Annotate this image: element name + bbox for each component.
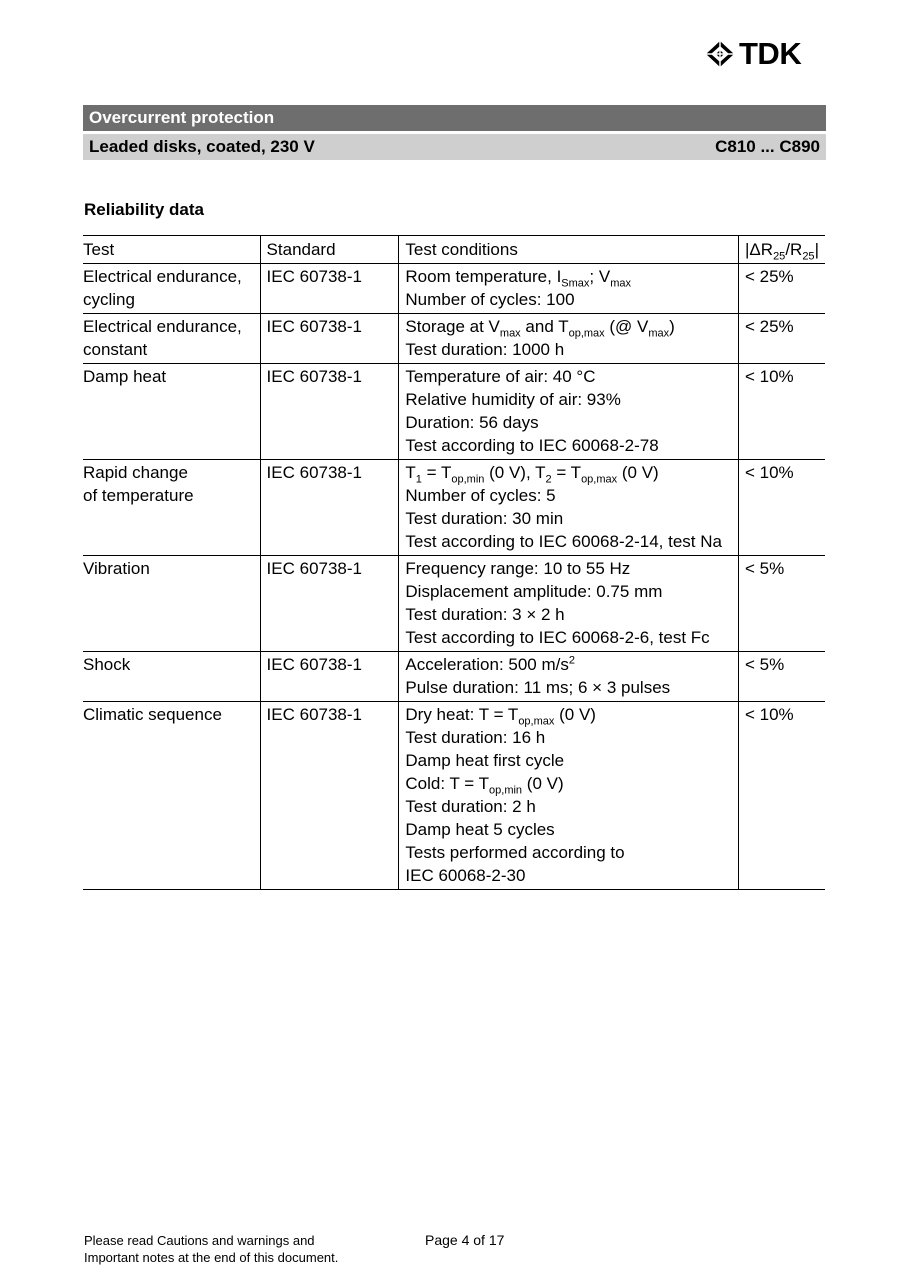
table-body [83,264,825,890]
cell-test-line: constant [83,340,148,359]
condition-line [405,580,732,603]
condition-line [405,365,732,388]
condition-text: Smax [561,277,590,290]
condition-line [405,338,732,361]
product-title: Leaded disks, coated, 230 V [89,137,315,156]
condition-text: Number of cycles: 100 [405,290,575,309]
condition-line [405,265,732,288]
table-row [83,314,825,364]
category-title: Overcurrent protection [89,108,275,127]
condition-text: (0 V), T [484,463,546,482]
condition-text: 2 [568,654,575,667]
product-range: C810 ... C890 [715,137,820,156]
condition-line [405,484,732,507]
condition-text: Pulse duration: 11 ms; 6 × 3 pulses [405,678,671,697]
cell-test-line: Rapid change [83,463,188,482]
table-row [83,364,825,460]
condition-text: Test duration: 16 h [405,728,546,747]
condition-text: Test according to IEC 60068-2-78 [405,436,659,455]
condition-line [405,434,732,457]
table-row [83,652,825,702]
cell-standard: IEC 60738-1 [260,314,399,364]
condition-line [405,676,732,699]
page-number: Page 4 of 17 [425,1232,505,1248]
condition-text: ; V [589,267,611,286]
condition-text: (@ V [604,317,649,336]
condition-text: 2 [545,473,552,486]
condition-text: Damp heat first cycle [405,751,565,770]
condition-text: max [610,277,631,290]
cell-test [83,702,260,890]
condition-text: op,min [451,473,485,486]
condition-line [405,841,732,864]
condition-line [405,603,732,626]
cell-standard: IEC 60738-1 [260,364,399,460]
cell-test [83,652,260,702]
cell-delta: < 10% [739,460,826,556]
cell-delta: < 25% [739,314,826,364]
footer-note-line2: Important notes at the end of this document. [84,1250,339,1265]
condition-text: Dry heat: T = T [405,705,519,724]
condition-line [405,626,732,649]
condition-line [405,818,732,841]
condition-text: op,min [489,784,523,797]
condition-text: = T [551,463,582,482]
condition-text: and T [520,317,569,336]
condition-text: op,max [581,473,618,486]
condition-line [405,749,732,772]
condition-line [405,772,732,795]
cell-delta: < 10% [739,364,826,460]
condition-text: Cold: T = T [405,774,490,793]
condition-text: IEC 60068-2-30 [405,866,526,885]
header-delta: $|\Delta R_{25}/R_{25}|$ [739,236,826,264]
condition-text: ) [669,317,675,336]
section-title: Reliability data [84,200,204,219]
condition-text: Tests performed according to [405,843,625,862]
cell-test [83,556,260,652]
cell-test [83,460,260,556]
condition-text: Test duration: 2 h [405,797,536,816]
tdk-diamond-icon [705,40,735,68]
cell-standard: IEC 60738-1 [260,702,399,890]
condition-text: Duration: 56 days [405,413,539,432]
cell-conditions [399,556,739,652]
condition-line [405,726,732,749]
cell-conditions [399,314,739,364]
table-row [83,556,825,652]
condition-text: Temperature of air: 40 °C [405,367,596,386]
condition-text: T [405,463,416,482]
table-row [83,702,825,890]
condition-text: Number of cycles: 5 [405,486,556,505]
cell-standard: IEC 60738-1 [260,264,399,314]
condition-text: Storage at V [405,317,500,336]
cell-standard: IEC 60738-1 [260,652,399,702]
cell-test [83,364,260,460]
condition-text: (0 V) [554,705,596,724]
condition-text: Test duration: 3 × 2 h [405,605,565,624]
cell-conditions [399,652,739,702]
condition-text: Frequency range: 10 to 55 Hz [405,559,631,578]
footer-note-line1: Please read Cautions and warnings and [84,1233,315,1248]
condition-text: (0 V) [617,463,659,482]
condition-text: = T [421,463,452,482]
table-row [83,460,825,556]
category-bar [83,105,826,131]
table-row [83,264,825,314]
header-conditions: Test conditions [399,236,739,264]
condition-line [405,703,732,726]
cell-delta: < 10% [739,702,826,890]
cell-conditions [399,702,739,890]
cell-test-line: Climatic sequence [83,705,222,724]
condition-line [405,795,732,818]
condition-text: max [499,327,521,340]
condition-line [405,557,732,580]
condition-text: Test duration: 30 min [405,509,564,528]
cell-test-line: of temperature [83,486,194,505]
cell-test [83,314,260,364]
cell-delta: < 5% [739,652,826,702]
cell-conditions [399,460,739,556]
condition-text: Test according to IEC 60068-2-14, test Na [405,532,722,551]
condition-text: op,max [568,327,605,340]
condition-text: op,max [518,715,555,728]
reliability-table [83,235,825,890]
cell-conditions [399,364,739,460]
header-standard: Standard [260,236,399,264]
condition-text: Test duration: 1000 h [405,340,565,359]
condition-text: Displacement amplitude: 0.75 mm [405,582,663,601]
tdk-logo [705,38,801,69]
condition-line [405,530,732,553]
cell-test-line: Vibration [83,559,150,578]
cell-test-line: Shock [83,655,131,674]
logo-text: TDK [739,36,802,71]
condition-line [405,388,732,411]
condition-line [405,288,732,311]
condition-text: max [648,327,670,340]
condition-text: (0 V) [522,774,564,793]
condition-text: Relative humidity of air: 93% [405,390,621,409]
condition-line [405,315,732,338]
cell-test [83,264,260,314]
cell-standard: IEC 60738-1 [260,556,399,652]
condition-line [405,507,732,530]
cell-standard: IEC 60738-1 [260,460,399,556]
condition-line [405,461,732,484]
table-header-row [83,236,825,264]
footer-note [84,1232,338,1266]
cell-test-line: cycling [83,290,135,309]
cell-test-line: Damp heat [83,367,167,386]
product-bar [83,134,826,160]
cell-conditions [399,264,739,314]
condition-text: 1 [415,473,422,486]
condition-text: Acceleration: 500 m/s [405,655,569,674]
condition-text: Test according to IEC 60068-2-6, test Fc [405,628,710,647]
cell-test-line: Electrical endurance, [83,267,242,286]
cell-delta: < 25% [739,264,826,314]
condition-text: Room temperature, I [405,267,562,286]
condition-line [405,411,732,434]
condition-line [405,864,732,887]
cell-test-line: Electrical endurance, [83,317,242,336]
header-test: Test [83,236,260,264]
condition-text: Damp heat 5 cycles [405,820,555,839]
cell-delta: < 5% [739,556,826,652]
condition-line [405,653,732,676]
